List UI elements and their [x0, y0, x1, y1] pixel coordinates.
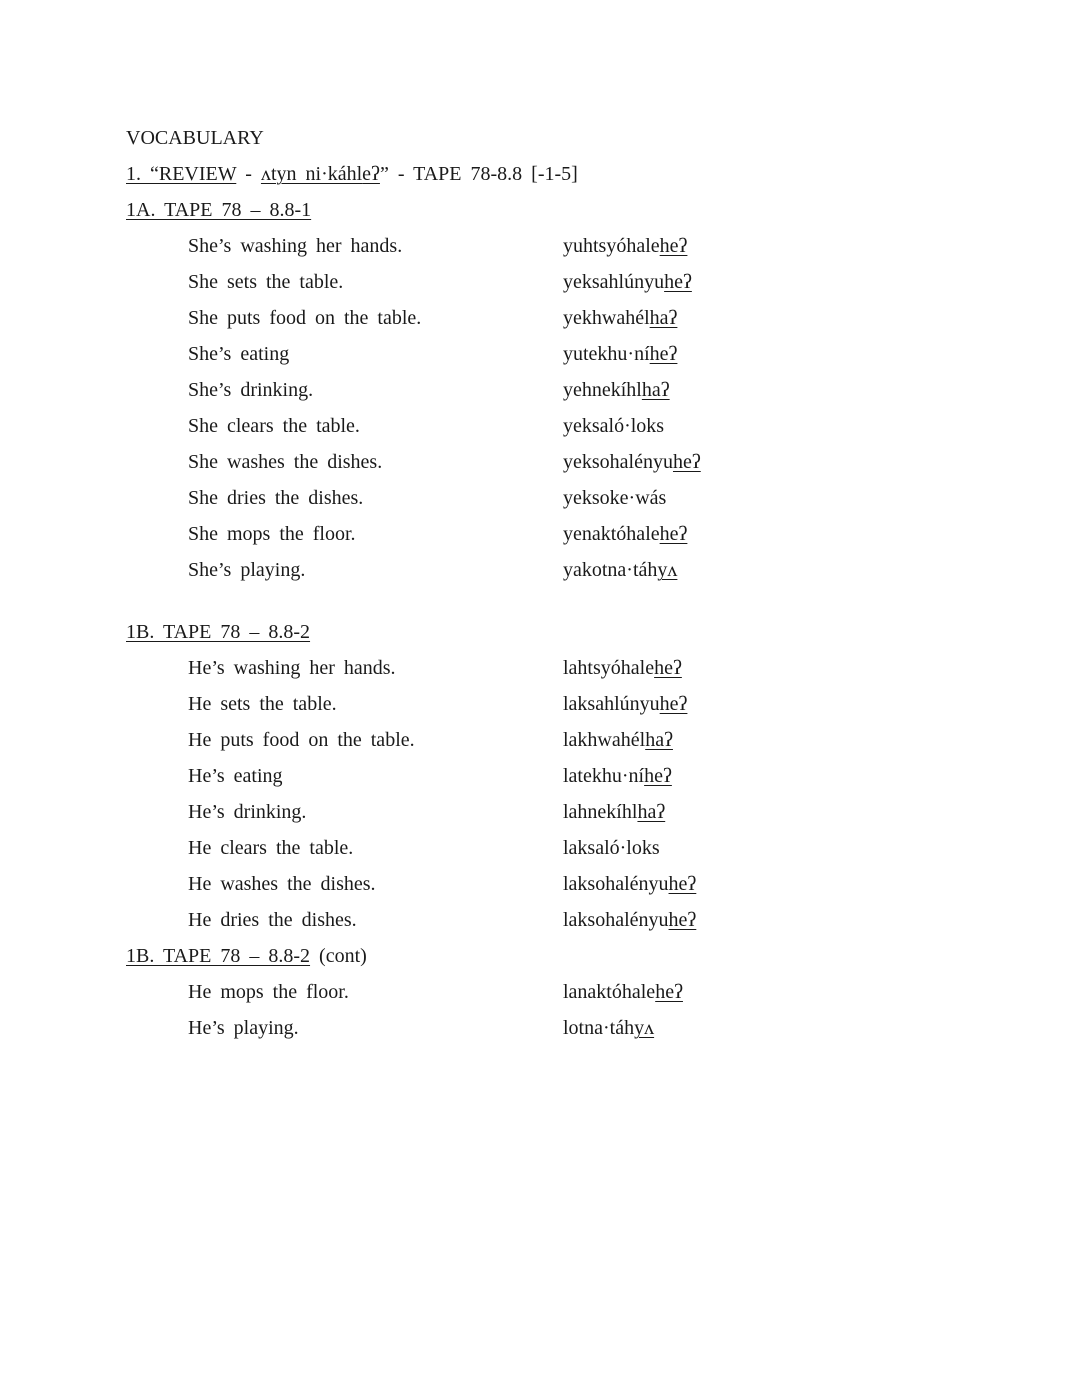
vocab-row: [0, 656, 1066, 680]
mohawk-ending: yʌ: [634, 1017, 655, 1039]
mohawk-ending: heʔ: [655, 981, 683, 1003]
mohawk-stem: lotna·táh: [563, 1017, 635, 1039]
english-phrase: She mops the floor.: [188, 523, 356, 545]
mohawk-word: [563, 378, 670, 402]
mohawk-ending: haʔ: [641, 379, 670, 401]
vocab-row: [0, 872, 1066, 896]
mohawk-word: [563, 234, 687, 258]
mohawk-ending: heʔ: [659, 235, 688, 257]
english-phrase: She’s washing her hands.: [188, 235, 403, 257]
section-title-1a: [126, 198, 311, 222]
english-phrase: She’s eating: [188, 343, 290, 365]
mohawk-ending: yʌ: [657, 559, 678, 581]
mohawk-stem: yeksoke·wás: [563, 487, 667, 509]
mohawk-word: [563, 800, 665, 824]
mohawk-word: [563, 764, 672, 788]
lesson-title: [126, 162, 578, 186]
mohawk-stem: yakotna·táh: [563, 559, 658, 581]
mohawk-ending: heʔ: [654, 657, 682, 679]
section-title-1b-cont: [126, 944, 367, 968]
english-phrase: He clears the table.: [188, 837, 354, 859]
english-phrase: She sets the table.: [188, 271, 344, 293]
vocab-row: [0, 908, 1066, 932]
mohawk-stem: lakhwahél: [563, 729, 646, 751]
english-phrase: He’s washing her hands.: [188, 657, 396, 679]
lesson-word: [261, 163, 380, 185]
mohawk-word: [563, 656, 682, 680]
mohawk-ending: heʔ: [672, 451, 701, 473]
vocab-row: [0, 692, 1066, 716]
english-phrase: He mops the floor.: [188, 981, 349, 1003]
english-phrase: He’s drinking.: [188, 801, 307, 823]
mohawk-ending: haʔ: [649, 307, 678, 329]
english-phrase: He’s playing.: [188, 1017, 299, 1039]
page-heading: VOCABULARY: [126, 127, 264, 149]
mohawk-ending: heʔ: [664, 271, 692, 293]
mohawk-stem: yekhwahél: [563, 307, 650, 329]
mohawk-word: [563, 728, 673, 752]
mohawk-stem: yeksaló·loks: [563, 415, 665, 437]
section-title-1b: [126, 620, 310, 644]
mohawk-stem: lahnekíhl: [563, 801, 638, 823]
mohawk-word: [563, 342, 677, 366]
vocab-row: [0, 270, 1066, 294]
mohawk-ending: haʔ: [637, 801, 666, 823]
lesson-tape-ref: ” - TAPE 78-8.8 [-1-5]: [379, 163, 578, 185]
section-title-text: 1B. TAPE 78 – 8.8-2: [126, 945, 311, 967]
vocab-row: [0, 558, 1066, 582]
vocab-row: [0, 728, 1066, 752]
mohawk-ending: heʔ: [659, 523, 688, 545]
mohawk-stem: laksohalényu: [563, 909, 669, 931]
vocab-row: [0, 1016, 1066, 1040]
mohawk-stem: yuhtsyóhale: [563, 235, 660, 257]
english-phrase: He puts food on the table.: [188, 729, 415, 751]
mohawk-ending: heʔ: [659, 693, 688, 715]
mohawk-word: [563, 1016, 654, 1040]
mohawk-stem: laksaló·loks: [563, 837, 660, 859]
mohawk-word: [563, 414, 664, 438]
lesson-number-title: 1. “REVIEW: [126, 163, 237, 185]
english-phrase: He sets the table.: [188, 693, 337, 715]
english-phrase: He’s eating: [188, 765, 283, 787]
mohawk-word: [563, 872, 696, 896]
vocab-row: [0, 486, 1066, 510]
mohawk-stem: yenaktóhale: [563, 523, 660, 545]
section-title-text: 1B. TAPE 78 – 8.8-2: [126, 621, 311, 643]
mohawk-word: [563, 558, 677, 582]
mohawk-stem: lahtsyóhale: [563, 657, 655, 679]
mohawk-stem: latekhu·ní: [563, 765, 645, 787]
vocab-row: [0, 764, 1066, 788]
vocab-row: [0, 306, 1066, 330]
mohawk-word: [563, 522, 687, 546]
vocab-row: [0, 800, 1066, 824]
mohawk-word: [563, 486, 666, 510]
mohawk-word: [563, 270, 692, 294]
section-cont-label: (cont): [310, 945, 367, 967]
mohawk-word: [563, 908, 696, 932]
english-phrase: She’s drinking.: [188, 379, 314, 401]
vocab-row: [0, 980, 1066, 1004]
vocab-row: [0, 836, 1066, 860]
mohawk-stem: lanaktóhale: [563, 981, 656, 1003]
mohawk-word: [563, 980, 683, 1004]
mohawk-stem: laksahlúnyu: [563, 693, 660, 715]
vocab-row: [0, 414, 1066, 438]
mohawk-ending: heʔ: [644, 765, 672, 787]
lesson-dash: -: [236, 163, 261, 185]
english-phrase: He dries the dishes.: [188, 909, 357, 931]
english-phrase: She washes the dishes.: [188, 451, 383, 473]
mohawk-word: [563, 836, 660, 860]
mohawk-ending: heʔ: [649, 343, 678, 365]
mohawk-ending: heʔ: [668, 909, 697, 931]
english-phrase: She dries the dishes.: [188, 487, 364, 509]
lesson-word-underlined: eʔ: [362, 163, 380, 185]
lesson-word-plain: ʌtyn ni·káhl: [260, 163, 363, 185]
english-phrase: She’s playing.: [188, 559, 306, 581]
vocab-row: [0, 234, 1066, 258]
mohawk-stem: yutekhu·ní: [563, 343, 650, 365]
vocab-row: [0, 450, 1066, 474]
vocab-row: [0, 342, 1066, 366]
english-phrase: He washes the dishes.: [188, 873, 376, 895]
english-phrase: She puts food on the table.: [188, 307, 422, 329]
vocab-row: [0, 378, 1066, 402]
mohawk-ending: heʔ: [668, 873, 697, 895]
mohawk-ending: haʔ: [645, 729, 673, 751]
section-title-text: 1A. TAPE 78 – 8.8-1: [126, 199, 312, 221]
mohawk-stem: laksohalényu: [563, 873, 669, 895]
english-phrase: She clears the table.: [188, 415, 360, 437]
mohawk-stem: yeksohalényu: [563, 451, 673, 473]
mohawk-word: [563, 692, 687, 716]
mohawk-word: [563, 306, 677, 330]
vocab-row: [0, 522, 1066, 546]
mohawk-stem: yehnekíhl: [563, 379, 642, 401]
mohawk-stem: yeksahlúnyu: [563, 271, 665, 293]
mohawk-word: [563, 450, 701, 474]
